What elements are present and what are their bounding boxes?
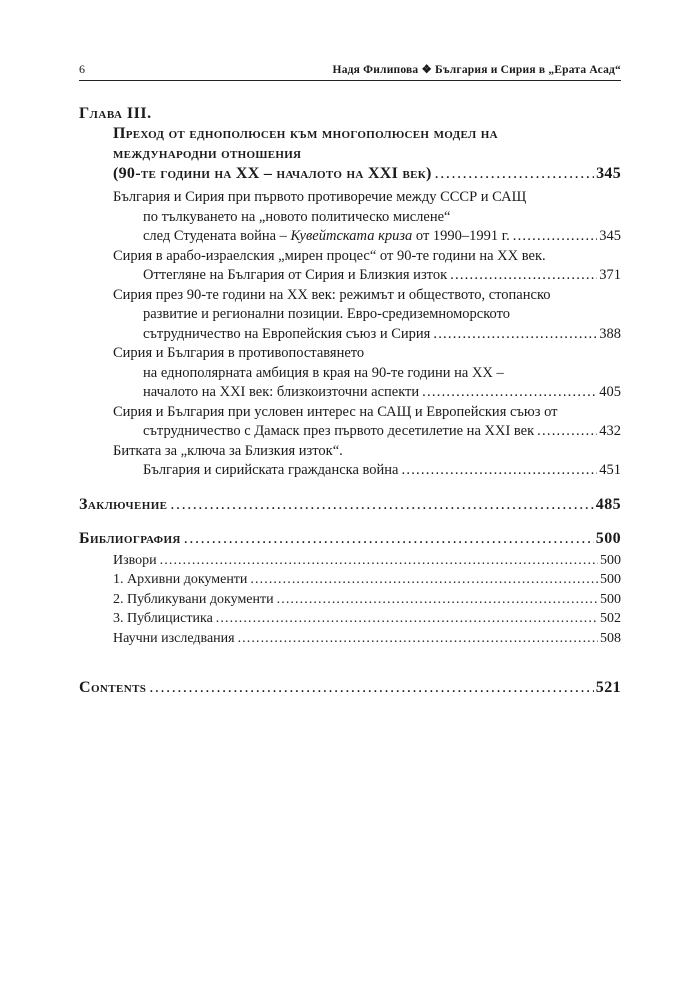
toc-entry-chapter[interactable] xyxy=(113,164,621,184)
page-ref: 500 xyxy=(600,552,621,568)
leader-dots xyxy=(149,678,593,698)
toc-entry-bibliography-item[interactable] xyxy=(113,570,621,590)
bibliography-label: Библиография xyxy=(79,529,181,547)
page-ref: 508 xyxy=(600,630,621,646)
leader-dots xyxy=(184,529,594,549)
leader-dots xyxy=(450,266,597,286)
toc-entry-section[interactable] xyxy=(113,247,621,286)
section-last-line xyxy=(143,461,621,481)
page-ref: 500 xyxy=(600,591,621,607)
leader-dots xyxy=(170,495,593,515)
running-title: Надя Филипова ❖ България и Сирия в „Ерата Асад“ xyxy=(332,64,621,76)
toc-entry-bibliography[interactable] xyxy=(79,529,621,549)
leader-dots xyxy=(238,629,598,649)
toc-entry-contents[interactable] xyxy=(79,678,621,698)
section-text: от 1990–1991 г. xyxy=(412,228,510,244)
leader-dots xyxy=(216,609,598,629)
leader-dots xyxy=(513,227,598,247)
page-ref: 502 xyxy=(600,611,621,626)
section-text-italic: Кувейтската криза xyxy=(290,228,413,244)
toc-entry-section[interactable] xyxy=(113,286,621,345)
bibliography-list xyxy=(113,551,621,649)
section-line: Сирия в арабо-израелския „мирен процес“ от 90-те години на XX век. xyxy=(113,247,546,264)
section-last-line xyxy=(143,266,621,286)
toc-entry-section[interactable] xyxy=(113,442,621,481)
section-text: сътрудничество на Европейския съюз и Сирия xyxy=(143,325,431,342)
page-number: 6 xyxy=(79,62,85,76)
page-ref: 371 xyxy=(599,267,621,283)
section-last-line xyxy=(143,422,621,442)
table-of-contents xyxy=(79,104,621,698)
toc-entry-bibliography-item[interactable] xyxy=(113,551,621,571)
page-ref: 451 xyxy=(599,462,621,478)
bib-item-label: 1. Архивни документи xyxy=(113,572,248,587)
section-line: Сирия и България в противопоставянето xyxy=(113,345,365,361)
section-text: сътрудничество с Дамаск през първото десетилетие на XXI век xyxy=(143,423,535,439)
conclusion-label: Заключение xyxy=(79,495,168,513)
section-line: България и Сирия при първото противоречие между СССР и САЩ xyxy=(113,189,527,205)
section-text: началото на XXI век: близкоизточни аспекти xyxy=(143,384,420,400)
section-line: по тълкуването на „новото политическо мислене“ xyxy=(143,208,451,225)
leader-dots xyxy=(537,422,597,442)
leader-dots xyxy=(250,570,598,590)
bib-item-label: Извори xyxy=(113,552,157,568)
toc-entry-section[interactable] xyxy=(113,403,621,442)
toc-entry-conclusion[interactable] xyxy=(79,495,621,515)
section-line: развитие и регионални позиции. Евро-средиземноморското xyxy=(143,306,510,322)
running-header xyxy=(79,58,621,81)
chapter-label: Глава III. xyxy=(79,105,152,122)
leader-dots xyxy=(402,461,598,481)
bib-item-label: Научни изследвания xyxy=(113,630,235,646)
toc-entry-bibliography-item[interactable] xyxy=(113,609,621,629)
toc-entry-section[interactable] xyxy=(113,344,621,403)
bib-item-label: 2. Публикувани документи xyxy=(113,591,274,607)
section-last-line xyxy=(143,383,621,403)
page-ref: 345 xyxy=(599,228,621,244)
section-line: на еднополярната амбиция в края на 90-те години на XX – xyxy=(143,364,504,381)
section-last-line xyxy=(143,227,621,247)
chapter-title-line: международни отношения xyxy=(113,145,302,162)
contents-label: Contents xyxy=(79,679,147,696)
section-last-line xyxy=(143,325,621,345)
section-text: след Студената война – xyxy=(143,228,291,244)
section-text: България и сирийската гражданска война xyxy=(143,462,399,478)
leader-dots xyxy=(277,590,598,610)
toc-entry-bibliography-item[interactable] xyxy=(113,590,621,610)
page-ref: 521 xyxy=(595,679,621,696)
section-list xyxy=(113,188,621,481)
leader-dots xyxy=(160,551,598,571)
section-line: Сирия и България при условен интерес на САЩ и Европейския съюз от xyxy=(113,403,558,420)
chapter-title xyxy=(113,124,621,184)
page-ref: 388 xyxy=(599,325,621,342)
section-line: Битката за „ключа за Близкия изток“. xyxy=(113,442,343,459)
section-line: Сирия през 90-те години на XX век: режимът и обществото, стопанско xyxy=(113,286,551,303)
leader-dots xyxy=(422,383,597,403)
page-ref: 500 xyxy=(595,529,621,547)
section-text: Оттегляне на България от Сирия и Близкия изток xyxy=(143,267,448,283)
leader-dots xyxy=(435,164,594,184)
page-ref: 405 xyxy=(599,384,621,400)
page-ref: 485 xyxy=(595,495,621,513)
chapter-title-last: (90-те години на XX – началото на XXI век) xyxy=(113,165,432,182)
page-ref: 432 xyxy=(599,423,621,439)
leader-dots xyxy=(433,325,597,345)
bib-item-label: 3. Публицистика xyxy=(113,611,213,626)
page-ref: 500 xyxy=(600,572,621,587)
chapter-title-line: Преход от еднополюсен към многополюсен модел на xyxy=(113,125,498,142)
toc-entry-section[interactable] xyxy=(113,188,621,247)
toc-entry-bibliography-item[interactable] xyxy=(113,629,621,649)
page-ref: 345 xyxy=(596,165,621,182)
